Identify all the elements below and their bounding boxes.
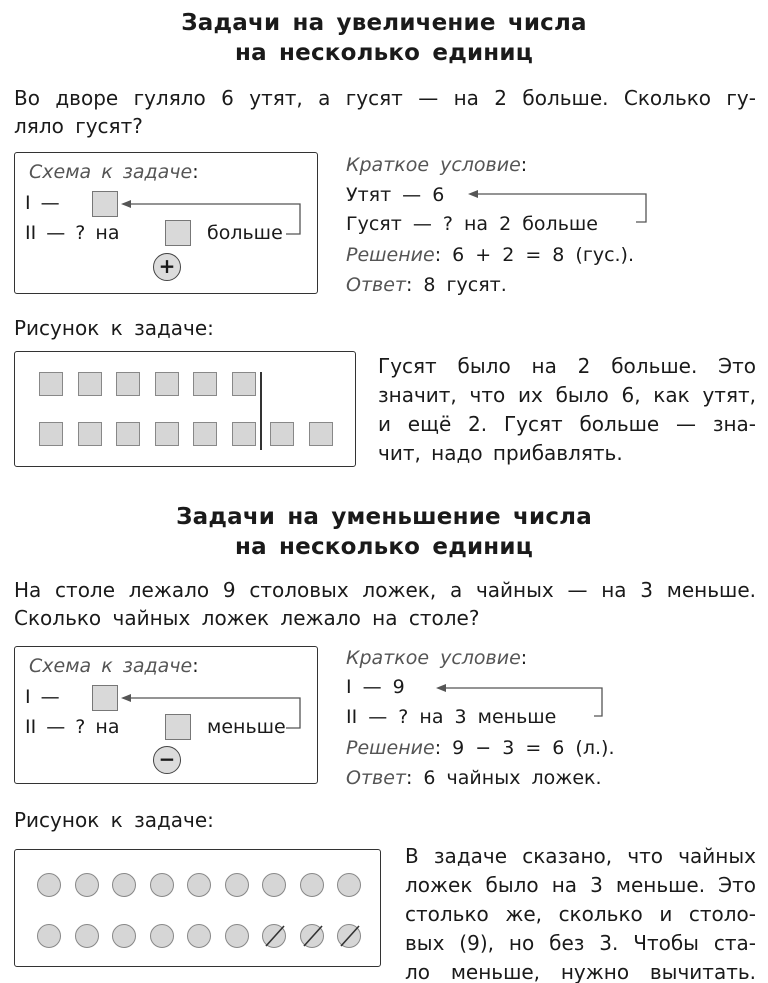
duckling-square (39, 372, 63, 396)
section1-title-line1: Задачи на увеличение числа (181, 10, 587, 36)
section2-picture-box (14, 849, 381, 967)
section1-condition-line2: Гусят — ? на 2 больше (346, 213, 598, 235)
section1-explanation-line1: Гусят было на 2 больше. Это (378, 354, 756, 378)
section1-solution-text: : 6 + 2 = 8 (гус.). (434, 244, 635, 266)
section1-solution-label: Решение (346, 244, 435, 266)
cross-out-mark (262, 924, 286, 948)
section2-explanation-line1: В задаче сказано, что чайных (405, 844, 756, 868)
duckling-square (78, 372, 102, 396)
section1-scheme-row2-word: больше (207, 222, 283, 244)
section2-solution-text: : 9 − 3 = 6 (л.). (434, 737, 615, 759)
section2-scheme-heading-text: Схема к задаче (29, 655, 193, 677)
section2-answer-text: : 6 чайных ложек. (405, 767, 602, 789)
crossed-spoon-circle (262, 924, 286, 948)
section2-explanation-line3: столько же, сколько и столо- (405, 902, 756, 926)
section2-problem (14, 576, 756, 632)
table-spoon-circle (262, 873, 286, 897)
duckling-square (155, 372, 179, 396)
section1-answer (346, 270, 507, 300)
section1-plus-icon: + (153, 253, 181, 281)
section2-answer-label: Ответ (346, 767, 406, 789)
cross-out-mark (300, 924, 324, 948)
section1-explanation-line2: значит, что их было 6, как утят, (378, 383, 756, 407)
section2-title-line1: Задачи на уменьшение числа (176, 504, 592, 530)
gosling-square (155, 422, 179, 446)
section2-solution (346, 733, 614, 763)
section1-condition-line1: Утят — 6 (346, 184, 445, 206)
section2-condition-heading (346, 643, 527, 673)
gosling-square (309, 422, 333, 446)
crossed-spoon-circle (300, 924, 324, 948)
section1-picture-label: Рисунок к задаче: (14, 316, 214, 340)
section2-problem-line2: Сколько чайных ложек лежало на столе? (14, 606, 480, 630)
tea-spoon-circle (225, 924, 249, 948)
tea-spoon-circle (37, 924, 61, 948)
duckling-square (193, 372, 217, 396)
section1-scheme-row1-label: I — (25, 192, 60, 214)
table-spoon-circle (112, 873, 136, 897)
section1-answer-label: Ответ (346, 274, 406, 296)
section1-condition-heading-colon: : (520, 154, 528, 176)
cross-out-mark (337, 924, 361, 948)
section2-title-line2: на несколько единиц (235, 534, 533, 560)
section2-condition-line1: I — 9 (346, 676, 405, 698)
section2-problem-line1: На столе лежало 9 столовых ложек, а чайных — на 3 меньше. (14, 578, 756, 602)
section2-explanation-line2: ложек было на 3 меньше. Это (405, 873, 756, 897)
section1-condition-heading-text: Краткое условие (346, 154, 521, 176)
section1-condition-heading (346, 150, 527, 180)
section2-scheme-row2-word: меньше (207, 716, 286, 738)
section1-explanation-line4: чит, надо прибавлять. (378, 441, 623, 465)
section1-scheme-row2-label: II — ? на (25, 222, 120, 244)
section2-condition-heading-text: Краткое условие (346, 647, 521, 669)
section2-condition-line2: II — ? на 3 меньше (346, 706, 557, 728)
section2-explanation-line4: вых (9), но без 3. Чтобы ста- (405, 931, 756, 955)
section1-condition-arrow (460, 180, 660, 230)
section2-scheme-row1-label: I — (25, 686, 60, 708)
table-spoon-circle (225, 873, 249, 897)
section2-condition-heading-colon: : (520, 647, 528, 669)
section1-explanation (378, 352, 756, 468)
section2-solution-label: Решение (346, 737, 435, 759)
section2-scheme-heading-colon: : (192, 655, 199, 677)
table-spoon-circle (75, 873, 99, 897)
section1-problem (14, 84, 756, 140)
section2-minus-icon: − (153, 746, 181, 774)
gosling-square (232, 422, 256, 446)
section1-picture-divider (260, 372, 262, 450)
crossed-spoon-circle (337, 924, 361, 948)
duckling-square (232, 372, 256, 396)
gosling-square (39, 422, 63, 446)
table-spoon-circle (187, 873, 211, 897)
section2-scheme-box (14, 646, 318, 784)
duckling-square (116, 372, 140, 396)
gosling-square (78, 422, 102, 446)
section1-explanation-line3: и ещё 2. Гусят больше — зна- (378, 412, 756, 436)
section2-scheme-row2-label: II — ? на (25, 716, 120, 738)
tea-spoon-circle (187, 924, 211, 948)
section1-scheme-heading-text: Схема к задаче (29, 161, 193, 183)
section1-problem-line1: Во дворе гуляло 6 утят, а гусят — на 2 больше. Сколько гу- (14, 86, 756, 110)
section2-explanation (405, 842, 756, 983)
section1-scheme-heading-colon: : (192, 161, 199, 183)
table-spoon-circle (300, 873, 324, 897)
section1-picture-box (14, 351, 356, 467)
section1-scheme-box (14, 152, 318, 294)
gosling-square (116, 422, 140, 446)
table-spoon-circle (337, 873, 361, 897)
tea-spoon-circle (112, 924, 136, 948)
section2-answer (346, 763, 602, 793)
section1-problem-line2: ляло гусят? (14, 114, 143, 138)
tea-spoon-circle (150, 924, 174, 948)
gosling-square (193, 422, 217, 446)
gosling-square (270, 422, 294, 446)
section2-explanation-line5: ло меньше, нужно вычитать. (405, 960, 756, 983)
table-spoon-circle (150, 873, 174, 897)
section1-answer-text: : 8 гусят. (405, 274, 507, 296)
table-spoon-circle (37, 873, 61, 897)
tea-spoon-circle (75, 924, 99, 948)
section1-solution (346, 240, 634, 270)
section2-condition-arrow (428, 672, 628, 724)
section2-picture-label: Рисунок к задаче: (14, 808, 214, 832)
section1-title-line2: на несколько единиц (235, 40, 533, 66)
